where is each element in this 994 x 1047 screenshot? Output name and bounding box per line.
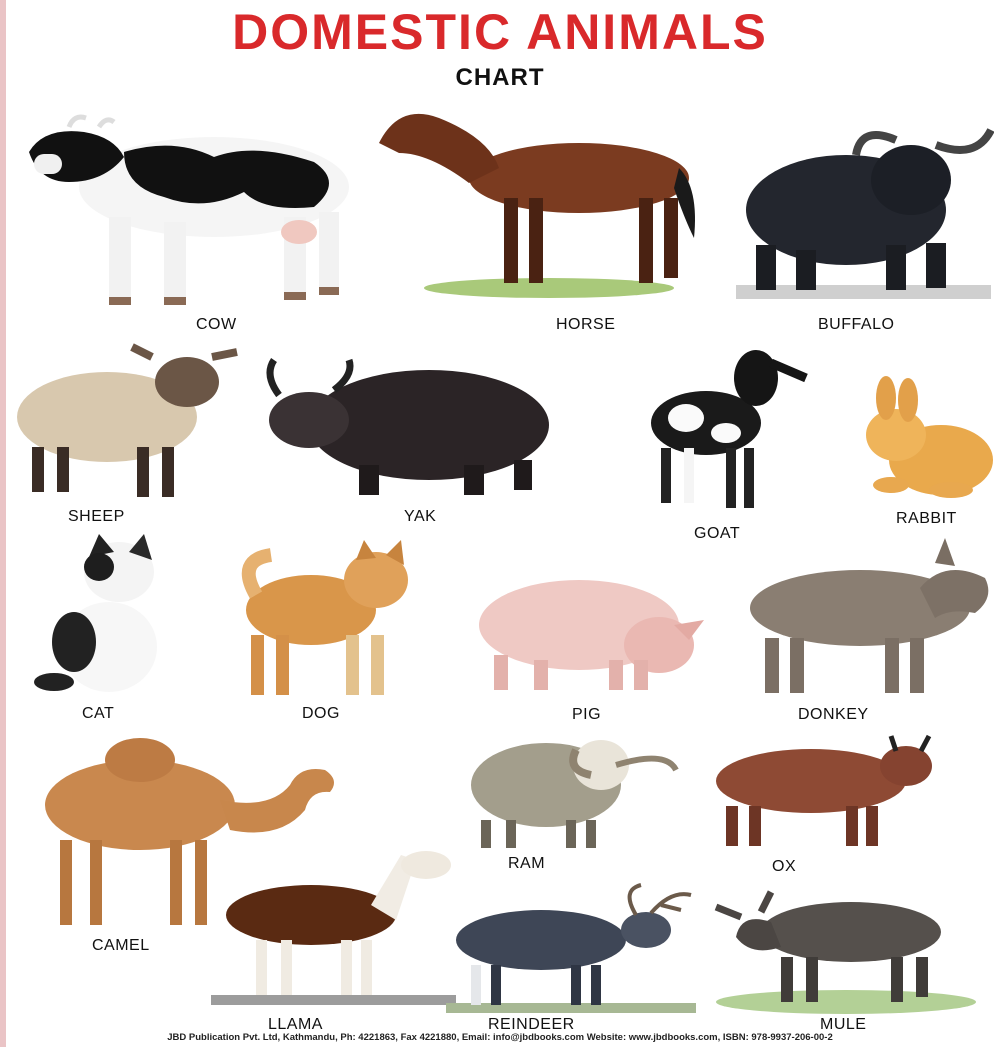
- animal-label-mule: MULE: [820, 1016, 867, 1033]
- chart-poster: [6, 0, 994, 1047]
- llama-illustration: [211, 845, 456, 1010]
- animal-label-rabbit: RABBIT: [896, 510, 957, 527]
- chart-title: DOMESTIC ANIMALS: [232, 4, 768, 60]
- animal-label-sheep: SHEEP: [68, 508, 125, 525]
- animal-label-horse: HORSE: [556, 316, 616, 333]
- animal-label-ox: OX: [772, 858, 797, 875]
- animal-label-buffalo: BUFFALO: [818, 316, 895, 333]
- mule-illustration: [711, 892, 981, 1017]
- publisher-footer: JBD Publication Pvt. Ltd, Kathmandu, Ph: 4221863, Fax 4221880, Email: info@jbdbooks.com Website: www.jbdbooks.com, ISBN: 978-9937-206-00-2: [167, 1032, 833, 1043]
- chart-subtitle: CHART: [455, 64, 545, 91]
- ox-illustration: [711, 736, 941, 851]
- donkey-illustration: [740, 538, 994, 698]
- animal-label-ram: RAM: [508, 855, 546, 872]
- horse-illustration: [379, 98, 709, 308]
- buffalo-illustration: [736, 125, 991, 305]
- reindeer-illustration: [446, 885, 696, 1015]
- animal-label-goat: GOAT: [694, 525, 741, 542]
- sheep-illustration: [12, 342, 242, 502]
- yak-illustration: [264, 355, 554, 500]
- ram-illustration: [466, 730, 681, 850]
- animal-label-cow: COW: [196, 316, 237, 333]
- animal-label-pig: PIG: [572, 706, 602, 723]
- animal-label-donkey: DONKEY: [798, 706, 869, 723]
- animal-label-reindeer: REINDEER: [488, 1016, 575, 1033]
- goat-illustration: [646, 343, 811, 518]
- cow-illustration: [14, 112, 364, 312]
- animal-label-cat: CAT: [82, 705, 115, 722]
- pig-illustration: [474, 570, 709, 695]
- animal-label-llama: LLAMA: [268, 1016, 323, 1033]
- animal-label-yak: YAK: [404, 508, 437, 525]
- rabbit-illustration: [856, 380, 994, 500]
- dog-illustration: [236, 540, 421, 700]
- animal-label-dog: DOG: [302, 705, 340, 722]
- cat-illustration: [44, 532, 174, 697]
- animal-label-camel: CAMEL: [92, 937, 150, 954]
